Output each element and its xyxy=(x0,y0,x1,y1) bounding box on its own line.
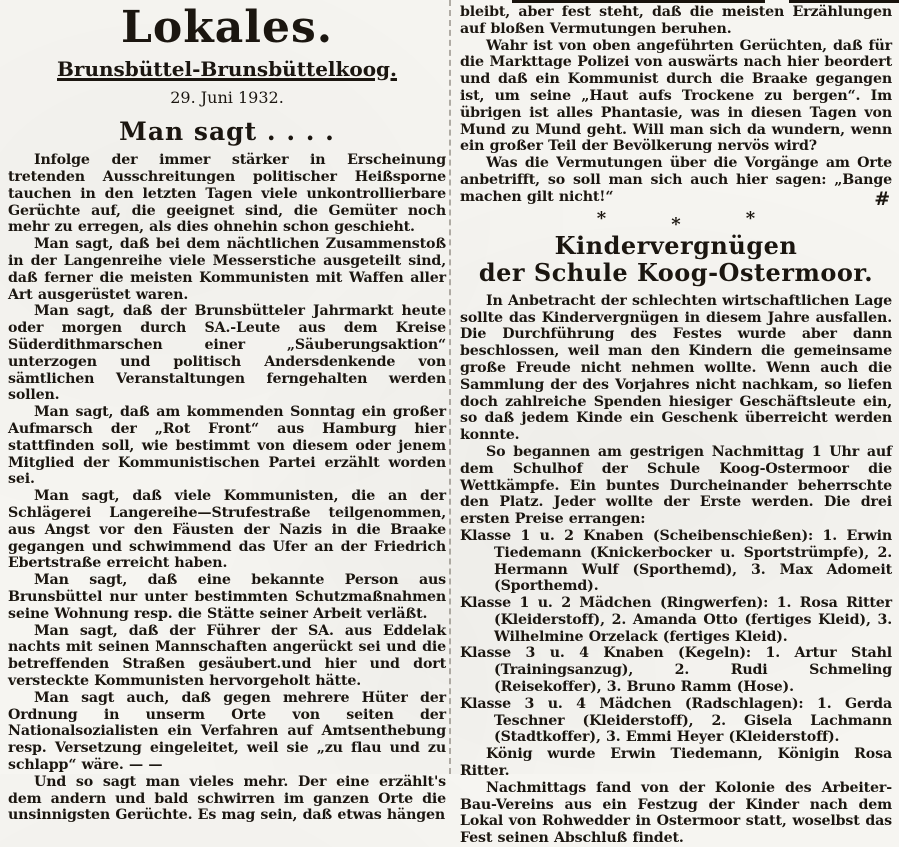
result-item: Klasse 1 u. 2 Mädchen (Ringwerfen): 1. Rosa Ritter (Kleiderstoff), 2. Amanda Otto (fertiges Kleid), 3. Wilhelmine Orzelack (fertiges Kleid). xyxy=(460,595,892,645)
paragraph: bleibt, aber fest steht, daß die meisten Erzählungen auf bloßen Vermutungen beruhen. xyxy=(460,4,892,37)
result-item: Klasse 3 u. 4 Knaben (Kegeln): 1. Artur Stahl (Trainingsanzug), 2. Rudi Schmeling (Reisekoffer), 3. Bruno Ramm (Hose). xyxy=(460,645,892,696)
paragraph: Man sagt, daß der Brunsbütteler Jahrmarkt heute oder morgen durch SA.-Leute aus dem Kreise Süderdithmarschen einer „Säuberungsaktion“ unterzogen und politisch Andersdenkende von sämtlichen Veranstaltungen ferngehalten werden sollen. xyxy=(8,303,446,404)
paragraph: Infolge der immer stärker in Erscheinung tretenden Ausschreitungen politischer Heißsporne tauchen in den letzten Tagen viele unkontrollierbare Gerüchte auf, die geeignet sind, die Gemüter noch mehr zu erregen, als dies ohnehin schon geschieht. xyxy=(8,152,446,236)
end-mark-glyph: # xyxy=(874,187,890,210)
result-item: Klasse 3 u. 4 Mädchen (Radschlagen): 1. Gerda Teschner (Kleiderstoff), 2. Gisela Lachmann (Stadtkoffer), 3. Emmi Heyer (Kleiderstoff). xyxy=(460,695,892,746)
section-separator xyxy=(460,207,892,235)
results-list xyxy=(460,528,892,746)
paragraph: So begannen am gestrigen Nachmittag 1 Uhr auf dem Schulhof der Schule Koog-Ostermoor die Wettkämpfe. Ein buntes Durcheinander beherrschte den Platz. Jeder wollte der Erste werden. Die drei ersten Preise errangen: xyxy=(460,443,892,528)
article-title-kindervergnuegen xyxy=(460,232,892,287)
paragraph: Man sagt, daß eine bekannte Person aus Brunsbüttel nur unter bestimmten Schutzmaßnahmen seine Wohnung resp. die Stätte seiner Arbeit verläßt. xyxy=(8,572,446,622)
paragraph: Man sagt, daß viele Kommunisten, die an der Schlägerei Langereihe—Strufestraße teilgenommen, aus Angst vor den Fäusten der Nazis in die Braake gegangen und schwimmend das Ufer an der Friedrich Ebertstraße erreicht haben. xyxy=(8,488,446,572)
paragraph xyxy=(460,155,892,210)
result-item: Klasse 1 u. 2 Knaben (Scheibenschießen): 1. Erwin Tiedemann (Knickerbocker u. Sportstrümpfe), 2. Hermann Wulf (Sporthemd), 3. Max Adomeit (Sporthemd). xyxy=(460,527,892,595)
column-divider xyxy=(449,0,451,774)
right-column xyxy=(460,0,892,847)
article-title-line2: der Schule Koog-Ostermoor. xyxy=(478,258,874,288)
left-column xyxy=(8,0,446,824)
paragraph: Man sagt, daß am kommenden Sonntag ein großer Aufmarsch der „Rot Front“ aus Hamburg hier stattfinden soll, wie bestimmt von diesem oder jenem Mitglied der Kommunistischen Partei erzählt worden sei. xyxy=(8,404,446,488)
paragraph: Man sagt auch, daß gegen mehrere Hüter der Ordnung in unserm Orte von seiten der Nationalsozialisten ein Verfahren auf Amtsenthebung resp. Versetzung eingeleitet, weil sie „zu flau und zu schlapp“ wäre. — — xyxy=(8,689,446,773)
paragraph: Wahr ist von oben angeführten Gerüchten, daß für die Markttage Polizei von auswärts nach hier beordert und daß ein Kommunist durch die Braake gegangen ist, um seine „Haut aufs Trockene zu bergen“. Im übrigen ist alles Phantasie, was in diesen Tagen von Mund zu Mund geht. Will man sich da wundern, wenn ein großer Teil der Bevölkerung nervös wird? xyxy=(460,37,892,155)
paragraph: Man sagt, daß bei dem nächtlichen Zusammenstoß in der Langenreihe viele Messerstiche ausgeteilt sind, daß ferner die meisten Kommunisten mit Waffen aller Art ausgerüstet waren. xyxy=(8,236,446,303)
paragraph: König wurde Erwin Tiedemann, Königin Rosa Ritter. xyxy=(460,746,892,780)
article-title-man-sagt: Man sagt . . . . xyxy=(119,117,335,146)
asterisk-icon: * xyxy=(671,213,681,235)
article-title-line1: Kindervergnügen xyxy=(554,230,798,260)
date-line: 29. Juni 1932. xyxy=(170,88,284,107)
asterisk-icon: * xyxy=(745,207,756,229)
region-subtitle: Brunsbüttel-Brunsbüttelkoog. xyxy=(57,57,397,81)
paragraph-text: Was die Vermutungen über die Vorgänge am Orte anbetrifft, so soll man sich auch hier sagen: „Bange machen gilt nicht!“ xyxy=(460,155,892,205)
paragraph: Nachmittags fand von der Kolonie des Arbeiter-Bau-Vereins aus ein Festzug der Kinder nach dem Lokal von Rohwedder in Ostermoor statt, woselbst das Fest seinen Abschluß findet. xyxy=(460,779,892,847)
paragraph: In Anbetracht der schlechten wirtschaftlichen Lage sollte das Kindervergnügen in diesem Jahre ausfallen. Die Durchführung des Festes wurde aber dann beschlossen, weil man den Kindern die gemeinsame große Freude nicht nehmen wollte. Wenn auch die Sammlung der des Vorjahres nicht nachkam, so liefen doch zahlreiche Spenden hiesiger Geschäftsleute ein, so daß jedem Kinde ein Geschenk überreicht werden konnte. xyxy=(460,292,892,444)
asterisk-icon: * xyxy=(596,207,607,229)
paragraph: Und so sagt man vieles mehr. Der eine erzählt's dem andern und bald schwirren im ganzen Orte die unsinnigsten Gerüchte. Es mag sein, daß etwas hängen xyxy=(8,773,446,824)
paragraph: Man sagt, daß der Führer der SA. aus Eddelak nachts mit seinen Mannschaften angerückt sei und die betreffenden Straßen gesäubert.und hier und dort versteckte Kommunisten hervorgeholt hätte. xyxy=(8,622,446,689)
section-title: Lokales. xyxy=(120,2,334,53)
